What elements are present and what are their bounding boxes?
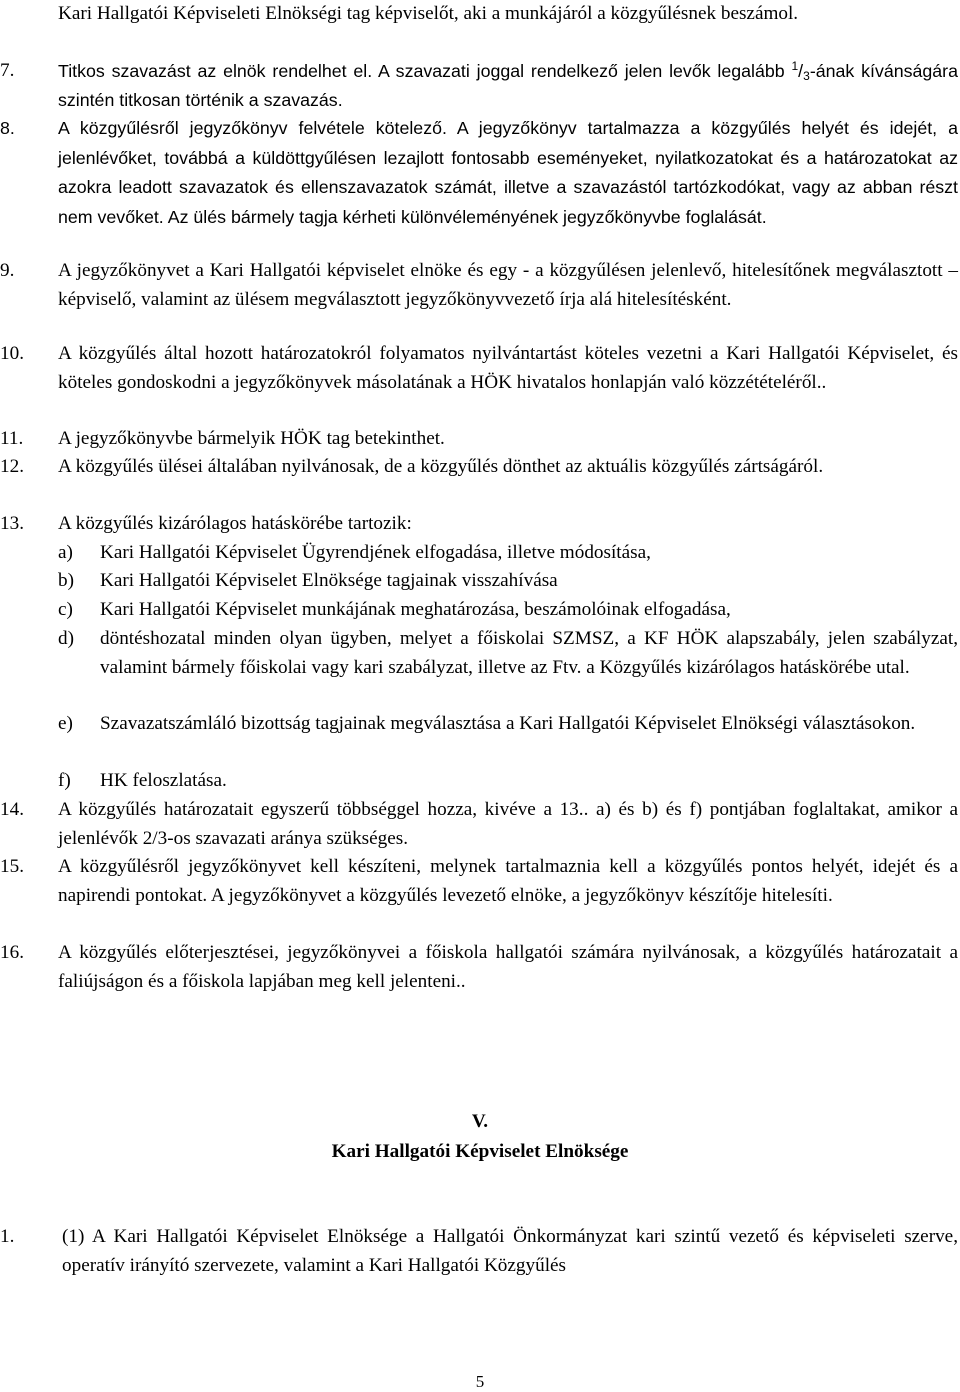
fraction-separator: / (798, 61, 804, 81)
item-9 (0, 257, 960, 314)
section-item-1-text (62, 1223, 958, 1280)
sub-item-label: d) (58, 627, 74, 649)
item-9-text: A jegyzőkönyvet a Kari Hallgatói képviselet elnöke és egy - a közgyűlésen jelenlevő, hitelesítőnek megválasztott – képviselő, valamint az ülésem megválasztott jegyzőkönyvvezető írja alá hitelesítésként. (58, 260, 958, 310)
item-13-e (0, 710, 960, 739)
item-7 (0, 57, 960, 114)
page-number: 5 (475, 1372, 485, 1391)
sub-item-label: b) (58, 570, 74, 592)
item-8-text-rest: A jegyzőkönyv tartalmazza a közgyűlés helyét és idejét, a jelenlévőket, továbbá a küldöttgyűlésen lezajlott fontosabb eseményeket, nyilatkozatokat és a határozatokat az azokra leadott szavazatok és ellenszavazatok számát, illetve a szavazástól tartózkodókat, vagy az abban részt nem vevőket. Az ülés bármely tagja kérheti különvéleményének jegyzőkönyvbe foglalását. (58, 118, 958, 228)
item-7-text-b: -ának kívánságára szintén titkosan történik a szavazás. (58, 61, 958, 110)
item-number: 16. (0, 942, 24, 963)
item-number: 7. (0, 60, 15, 81)
sub-item-d (0, 625, 960, 682)
intro-item (0, 0, 960, 29)
sub-item-text: döntéshozatal minden olyan ügyben, melyet a főiskolai SZMSZ, a KF HÖK alapszabály, jelen szabályzat, valamint bármely főiskolai vagy kari szabályzat, illetve az Ftv. a Közgyűlés kizárólagos hatáskörébe utal. (100, 627, 958, 678)
item-14 (0, 796, 960, 853)
item-8-text-sans: A közgyűlésről jegyzőkönyv felvétele kötelező. (58, 118, 447, 138)
sub-item-text: Kari Hallgatói Képviselet Elnöksége tagjainak visszahívása (100, 570, 558, 592)
sub-item-f (0, 767, 960, 796)
item-12 (0, 453, 960, 482)
item-15 (0, 853, 960, 910)
item-number: 13. (0, 513, 24, 534)
item-12-text: A közgyűlés ülései általában nyilvánosak, de a közgyűlés dönthet az aktuális közgyűlés zártságáról. (58, 456, 824, 477)
section-item-1 (0, 1223, 960, 1280)
intro-text: Kari Hallgatói Képviseleti Elnökségi tag képviselőt, aki a munkájáról a közgyűlésnek beszámol. (58, 3, 799, 24)
intro-paragraph (0, 0, 960, 29)
item-16 (0, 939, 960, 996)
item-13-f (0, 767, 960, 796)
item-14-text: A közgyűlés határozatait egyszerű többséggel hozza, kivéve a 13.. a) és b) és f) pontjában foglaltakat, amikor a jelenlévők 2/3-os szavazati aránya szükséges. (58, 799, 958, 849)
item-7-text-a: Titkos szavazást az elnök rendelhet el. A szavazati joggal rendelkező jelen levők legalább (58, 61, 792, 81)
item-11-text: A jegyzőkönyvbe bármelyik HÖK tag betekinthet. (58, 428, 445, 449)
sub-item-label: e) (58, 713, 73, 734)
sub-item-label: c) (58, 599, 73, 621)
sub-item-c (0, 596, 960, 625)
fraction-denominator: 3 (803, 69, 810, 83)
fraction-numerator: 1 (791, 59, 799, 73)
item-13-text: A közgyűlés kizárólagos hatáskörébe tartozik: (58, 513, 412, 534)
item-16-text: A közgyűlés előterjesztései, jegyzőkönyvei a főiskola hallgatói számára nyilvánosak, a közgyűlés határozatait a faliújságon és a főiskola lapjában meg kell jelenteni.. (58, 942, 958, 992)
sub-item-label: f) (58, 770, 71, 791)
item-number: 9. (0, 260, 15, 281)
item-11 (0, 425, 960, 454)
item-number: 10. (0, 343, 24, 364)
section-item-1-text-content: (1) A Kari Hallgatói Képviselet Elnöksége a Hallgatói Önkormányzat kari szintű vezető és képviseleti szerve, operatív irányító szervezete, valamint a Kari Hallgatói Közgyűlés (62, 1226, 958, 1276)
item-number: 8. (0, 118, 15, 138)
sub-item-text: Szavazatszámláló bizottság tagjainak megválasztása a Kari Hallgatói Képviselet Elnökségi választásokon. (100, 713, 916, 734)
item-7-text (58, 57, 958, 114)
section-title: Kari Hallgatói Képviselet Elnöksége (331, 1141, 629, 1162)
item-10-text: A közgyűlés által hozott határozatokról folyamatos nyilvántartást köteles vezetni a Kari Hallgatói Képviselet, és köteles gondoskodni a jegyzőkönyvek másolatának a HÖK hivatalos honlapján való közzétételéről.. (58, 343, 958, 393)
item-15-text: A közgyűlésről jegyzőkönyvet kell készíteni, melynek tartalmaznia kell a közgyűlés pontos helyét, idejét és a napirendi pontokat. A jegyzőkönyvet a közgyűlés levezető elnöke, a jegyzőkönyv készítője hitelesíti. (58, 856, 958, 906)
sub-item-b (0, 567, 960, 596)
item-number: 15. (0, 856, 24, 877)
item-number: 12. (0, 456, 24, 477)
section-number: V. (471, 1111, 489, 1132)
item-13 (0, 510, 960, 682)
sub-item-text: Kari Hallgatói Képviselet Ügyrendjének elfogadása, illetve módosítása, (100, 541, 651, 563)
item-8-text (58, 114, 958, 233)
sub-item-e (0, 710, 960, 739)
item-number: 11. (0, 428, 24, 449)
item-8 (0, 114, 960, 233)
sub-item-a (0, 539, 960, 568)
item-10 (0, 340, 960, 397)
item-number: 14. (0, 799, 24, 820)
sub-item-text: HK feloszlatása. (100, 770, 227, 791)
item-number: 1. (0, 1226, 15, 1247)
sub-item-label: a) (58, 541, 73, 563)
sub-item-text: Kari Hallgatói Képviselet munkájának meghatározása, beszámolóinak elfogadása, (100, 599, 731, 621)
